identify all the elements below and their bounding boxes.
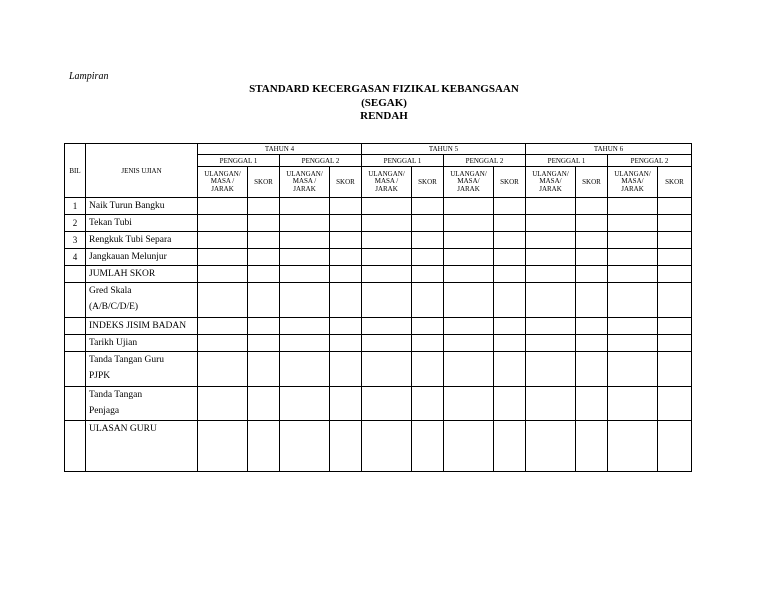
table-row: [65, 249, 692, 266]
header-tahun-4: TAHUN 4: [198, 144, 362, 155]
header-ulangan: ULANGAN/ MASA / JARAK: [280, 167, 330, 198]
row-bil: [65, 266, 86, 283]
row-label: INDEKS JISIM BADAN: [86, 318, 198, 335]
header-jenis-ujian: JENIS UJIAN: [86, 144, 198, 198]
row-bil: [65, 335, 86, 352]
table-row: [65, 318, 692, 335]
header-skor: SKOR: [658, 167, 692, 198]
row-bil: [65, 352, 86, 387]
table-row: [65, 335, 692, 352]
row-bil: [65, 387, 86, 421]
header-skor: SKOR: [412, 167, 444, 198]
row-bil: [65, 421, 86, 472]
header-skor: SKOR: [576, 167, 608, 198]
header-ulangan: ULANGAN/ MASA / JARAK: [198, 167, 248, 198]
table-row: [65, 283, 692, 318]
table-row: [65, 421, 692, 472]
segak-score-table: [64, 143, 692, 472]
header-t4-penggal-1: PENGGAL 1: [198, 155, 280, 167]
row-bil: [65, 318, 86, 335]
row-label: Tekan Tubi: [86, 215, 198, 232]
row-label: Jangkauan Melunjur: [86, 249, 198, 266]
row-bil: 1: [65, 198, 86, 215]
header-bil: BIL: [65, 144, 86, 198]
header-ulangan: ULANGAN/ MASA/ JARAK: [526, 167, 576, 198]
header-t6-penggal-2: PENGGAL 2: [608, 155, 692, 167]
header-skor: SKOR: [248, 167, 280, 198]
header-skor: SKOR: [330, 167, 362, 198]
row-bil: 2: [65, 215, 86, 232]
row-label: ULASAN GURU: [86, 421, 198, 472]
document-title-block: [0, 83, 768, 124]
row-bil: 4: [65, 249, 86, 266]
header-skor: SKOR: [494, 167, 526, 198]
row-label: Tanda Tangan Penjaga: [86, 387, 198, 421]
row-bil: 3: [65, 232, 86, 249]
document-level: RENDAH: [360, 110, 408, 122]
row-label: Naik Turun Bangku: [86, 198, 198, 215]
document-title: STANDARD KECERGASAN FIZIKAL KEBANGSAAN: [249, 83, 519, 95]
header-tahun-5: TAHUN 5: [362, 144, 526, 155]
header-t4-penggal-2: PENGGAL 2: [280, 155, 362, 167]
header-t5-penggal-2: PENGGAL 2: [444, 155, 526, 167]
table-row: [65, 232, 692, 249]
row-bil: [65, 283, 86, 318]
table-row: [65, 215, 692, 232]
header-ulangan: ULANGAN/ MASA/ JARAK: [608, 167, 658, 198]
header-tahun-6: TAHUN 6: [526, 144, 692, 155]
table-row: [65, 387, 692, 421]
header-t5-penggal-1: PENGGAL 1: [362, 155, 444, 167]
header-t6-penggal-1: PENGGAL 1: [526, 155, 608, 167]
table-row: [65, 198, 692, 215]
row-label: Rengkuk Tubi Separa: [86, 232, 198, 249]
header-ulangan: ULANGAN/ MASA/ JARAK: [444, 167, 494, 198]
table-row: [65, 266, 692, 283]
row-label: Tarikh Ujian: [86, 335, 198, 352]
lampiran-label: Lampiran: [69, 71, 109, 82]
row-label: JUMLAH SKOR: [86, 266, 198, 283]
row-label: Tanda Tangan Guru PJPK: [86, 352, 198, 387]
document-subtitle: (SEGAK): [361, 96, 407, 109]
header-ulangan: ULANGAN/ MASA / JARAK: [362, 167, 412, 198]
table-row: [65, 352, 692, 387]
row-label: Gred Skala (A/B/C/D/E): [86, 283, 198, 318]
